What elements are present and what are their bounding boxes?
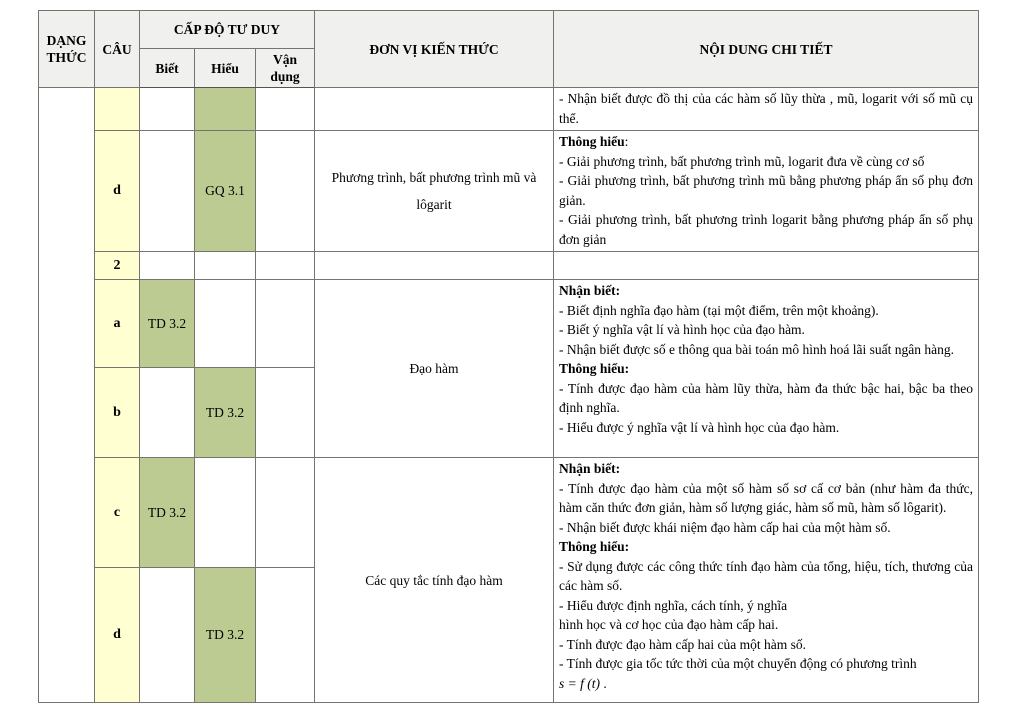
- header-cap-do-tu-duy: CẤP ĐỘ TƯ DUY: [140, 11, 315, 49]
- cell-don-vi-d1: Phương trình, bất phương trình mũ và lôgarit: [315, 131, 554, 252]
- detail-heading: Thông hiểu:: [559, 134, 629, 149]
- detail-line: - Giải phương trình, bất phương trình mũ bằng phương pháp ẩn số phụ đơn giản.: [559, 173, 973, 208]
- header-dang-thuc: DẠNG THỨC: [39, 11, 95, 88]
- detail-heading: Thông hiểu:: [559, 539, 630, 554]
- cell-van-dung-empty: [256, 368, 315, 458]
- table-row: [39, 131, 979, 252]
- cell-cau-2: 2: [95, 252, 140, 280]
- cell-noi-dung-ab: [554, 280, 979, 458]
- table-row: [39, 458, 979, 568]
- detail-line: - Giải phương trình, bất phương trình mũ, logarit đưa về cùng cơ số: [559, 153, 925, 169]
- header-biet: Biết: [140, 49, 195, 88]
- cell-don-vi-empty: [315, 88, 554, 131]
- cell-van-dung-empty: [256, 280, 315, 368]
- cell-noi-dung-d1: [554, 131, 979, 252]
- detail-line: - Nhận biết được đồ thị của các hàm số lũy thừa , mũ, logarit với số mũ cụ thể.: [559, 91, 973, 126]
- cell-van-dung-empty: [256, 568, 315, 703]
- header-cau: CÂU: [95, 11, 140, 88]
- cell-don-vi-ab: Đạo hàm: [315, 280, 554, 458]
- header-don-vi-kien-thuc: ĐƠN VỊ KIẾN THỨC: [315, 11, 554, 88]
- cell-hieu-empty: [195, 252, 256, 280]
- detail-line: - Biết định nghĩa đạo hàm (tại một điểm, trên một khoảng).: [559, 302, 879, 318]
- cell-cau-empty: [95, 88, 140, 131]
- table-row: [39, 88, 979, 131]
- cell-biet-td32-a: TD 3.2: [140, 280, 195, 368]
- cell-cau-c: c: [95, 458, 140, 568]
- exam-matrix-table: [38, 10, 979, 703]
- cell-hieu-td32-b: TD 3.2: [195, 368, 256, 458]
- cell-hieu-empty-green: [195, 88, 256, 131]
- cell-noi-dung-cd: [554, 458, 979, 703]
- cell-noi-dung-r0: [554, 88, 979, 131]
- detail-heading: Nhận biết:: [559, 461, 621, 476]
- cell-biet-empty: [140, 252, 195, 280]
- detail-line: - Nhận biết được số e thông qua bài toán mô hình hoá lãi suất ngân hàng.: [559, 341, 954, 357]
- cell-dang-thuc-merged: [39, 88, 95, 703]
- header-row-1: [39, 11, 979, 49]
- header-noi-dung-chi-tiet: NỘI DUNG CHI TIẾT: [554, 11, 979, 88]
- table-row: [39, 252, 979, 280]
- detail-heading: Nhận biết:: [559, 283, 621, 298]
- cell-cau-d1: d: [95, 131, 140, 252]
- detail-line: - Tính được đạo hàm của một số hàm số sơ cấ cơ bản (như hàm đa thức, hàm căn thức đơn giản, hàm số lượng giác, hàm số mũ, hàm số lôgarit).: [559, 480, 973, 515]
- detail-line: - Nhận biết được khái niệm đạo hàm cấp hai của một hàm số.: [559, 519, 891, 535]
- detail-line: - Tính được đạo hàm của hàm lũy thừa, hàm đa thức bậc hai, bậc ba theo định nghĩa.: [559, 380, 973, 415]
- detail-formula-line: s = f (t) .: [559, 675, 607, 691]
- detail-heading: Thông hiểu:: [559, 361, 630, 376]
- cell-don-vi-cd: Các quy tắc tính đạo hàm: [315, 458, 554, 703]
- cell-biet-empty: [140, 568, 195, 703]
- cell-biet-empty: [140, 88, 195, 131]
- cell-van-dung-empty: [256, 88, 315, 131]
- detail-line: - Tính được đạo hàm cấp hai của một hàm số.: [559, 636, 807, 652]
- cell-biet-empty: [140, 368, 195, 458]
- cell-cau-d2: d: [95, 568, 140, 703]
- cell-cau-b: b: [95, 368, 140, 458]
- cell-noi-dung-empty: [554, 252, 979, 280]
- detail-line: - Hiểu được ý nghĩa vật lí và hình học của đạo hàm.: [559, 419, 840, 435]
- detail-line: - Sử dụng được các công thức tính đạo hàm của tổng, hiệu, tích, thương của các hàm số.: [559, 558, 973, 593]
- cell-van-dung-empty: [256, 252, 315, 280]
- detail-line: - Biết ý nghĩa vật lí và hình học của đạo hàm.: [559, 322, 805, 337]
- cell-van-dung-empty: [256, 131, 315, 252]
- detail-line: - Hiểu được định nghĩa, cách tính, ý nghĩa: [559, 597, 788, 613]
- detail-line: - Giải phương trình, bất phương trình logarit bằng phương pháp ẩn số phụ đơn giản: [559, 212, 973, 247]
- cell-hieu-empty: [195, 280, 256, 368]
- cell-hieu-empty: [195, 458, 256, 568]
- cell-biet-td32-c: TD 3.2: [140, 458, 195, 568]
- cell-biet-empty: [140, 131, 195, 252]
- table-row: [39, 280, 979, 368]
- detail-line: - Tính được gia tốc tức thời của một chuyển động có phương trình: [559, 656, 917, 671]
- cell-hieu-td32-d: TD 3.2: [195, 568, 256, 703]
- cell-hieu-gq31: GQ 3.1: [195, 131, 256, 252]
- cell-don-vi-empty: [315, 252, 554, 280]
- header-hieu: Hiểu: [195, 49, 256, 88]
- formula-s-ft: s = f (t): [559, 675, 600, 691]
- detail-line: hình học và cơ học của đạo hàm cấp hai.: [559, 617, 779, 632]
- header-van-dung: Vận dụng: [256, 49, 315, 88]
- cell-van-dung-empty: [256, 458, 315, 568]
- cell-cau-a: a: [95, 280, 140, 368]
